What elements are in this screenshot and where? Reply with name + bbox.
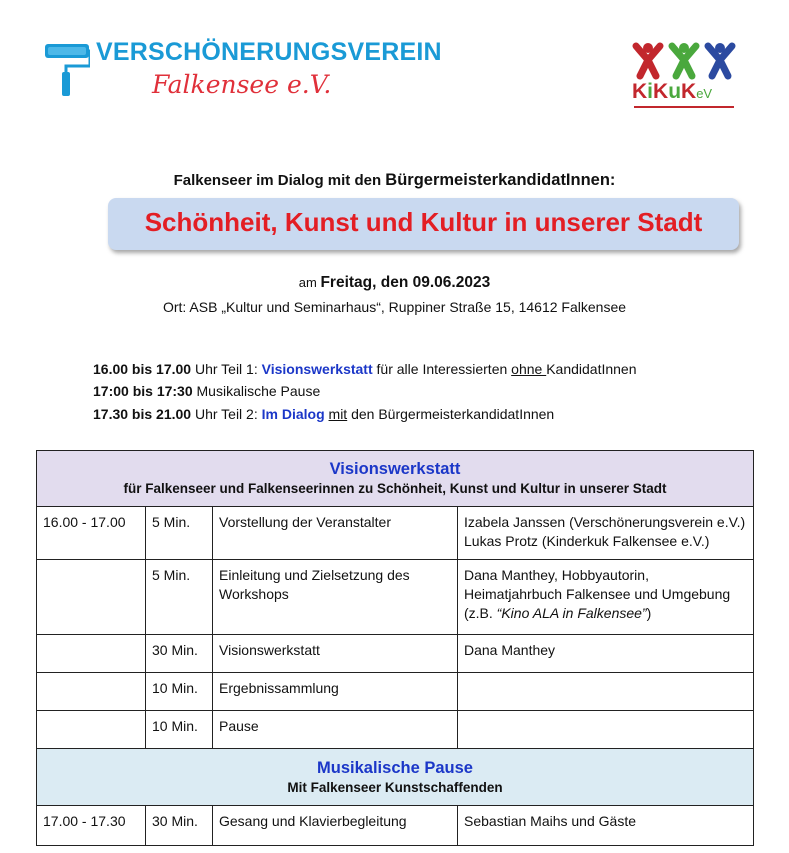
item-cell: Einleitung und Zielsetzung des Workshops	[213, 560, 458, 635]
section-title: Visionswerkstatt	[329, 460, 461, 478]
event-location: Ort: ASB „Kultur und Seminarhaus“, Ruppiner Straße 15, 14612 Falkensee	[162, 299, 627, 315]
item-cell: Gesang und Klavierbegleitung	[213, 806, 458, 846]
section-subtitle: für Falkenseer und Falkenseerinnen zu Schönheit, Kunst und Kultur in unserer Stadt	[123, 481, 667, 496]
duration-cell: 10 Min.	[146, 711, 213, 749]
time-cell	[37, 635, 146, 673]
verein-logo-line2: Falkensee e.V.	[152, 70, 332, 99]
item-cell: Vorstellung der Veranstalter	[213, 507, 458, 560]
kikuk-underline	[634, 106, 734, 108]
person-cell	[458, 711, 754, 749]
verein-logo-line1: VERSCHÖNERUNGSVEREIN	[96, 38, 442, 66]
time-cell	[37, 711, 146, 749]
schedule-line-2: 17:00 bis 17:30 Musikalische Pause	[93, 383, 321, 399]
section-subtitle: Mit Falkenseer Kunstschaffenden	[287, 780, 503, 795]
section-visionswerkstatt	[37, 451, 754, 507]
person-cell: Sebastian Maihs und Gäste	[458, 806, 754, 846]
duration-cell: 10 Min.	[146, 673, 213, 711]
table-row	[37, 673, 754, 711]
section-musikalische-pause	[37, 749, 754, 806]
event-date: am Freitag, den 09.06.2023	[298, 274, 491, 291]
section-header-row	[37, 749, 754, 806]
duration-cell: 5 Min.	[146, 507, 213, 560]
item-cell: Visionswerkstatt	[213, 635, 458, 673]
table-row	[37, 806, 754, 846]
time-cell	[37, 560, 146, 635]
person-cell: Izabela Janssen (Verschönerungsverein e.V.) Lukas Protz (Kinderkuk Falkensee e.V.)	[458, 507, 754, 560]
person-cell: Dana Manthey	[458, 635, 754, 673]
paint-roller-icon	[44, 42, 90, 98]
dialog-heading: Falkenseer im Dialog mit den BürgermeisterkandidatInnen:	[173, 171, 616, 189]
schedule-line-3: 17.30 bis 21.00 Uhr Teil 2: Im Dialog mit den BürgermeisterkandidatInnen	[93, 406, 555, 422]
duration-cell: 30 Min.	[146, 635, 213, 673]
time-cell	[37, 673, 146, 711]
duration-cell: 30 Min.	[146, 806, 213, 846]
table-row	[37, 507, 754, 560]
time-cell: 17.00 - 17.30	[37, 806, 146, 846]
item-cell: Pause	[213, 711, 458, 749]
table-row	[37, 635, 754, 673]
kikuk-logo-text: KiKuKeV	[632, 80, 713, 103]
section-title: Musikalische Pause	[317, 759, 473, 777]
program-table	[36, 450, 754, 846]
section-header-row	[37, 451, 754, 507]
person-cell: Dana Manthey, Hobbyautorin, Heimatjahrbuch Falkensee und Umgebung (z.B. “Kino ALA in Falkensee”)	[458, 560, 754, 635]
schedule-line-1: 16.00 bis 17.00 Uhr Teil 1: Visionswerkstatt für alle Interessierten ohne KandidatInnen	[93, 361, 637, 377]
person-cell	[458, 673, 754, 711]
item-cell: Ergebnissammlung	[213, 673, 458, 711]
time-cell: 16.00 - 17.00	[37, 507, 146, 560]
table-row	[37, 560, 754, 635]
event-title: Schönheit, Kunst und Kultur in unserer Stadt	[144, 207, 703, 237]
duration-cell: 5 Min.	[146, 560, 213, 635]
table-row	[37, 711, 754, 749]
